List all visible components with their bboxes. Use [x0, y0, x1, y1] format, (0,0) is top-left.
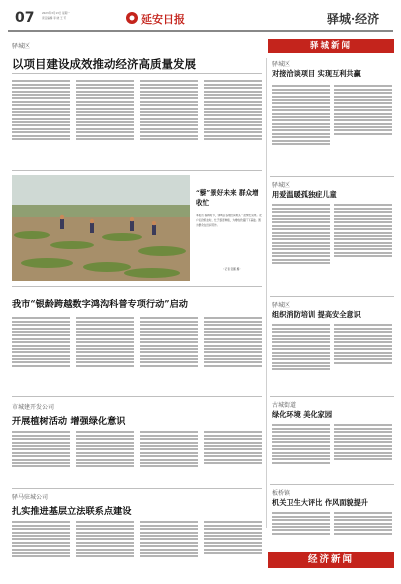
banner-bottom-right — [268, 552, 394, 568]
date-line: 2023年3月13日 星期一 — [42, 12, 70, 15]
article-8-body-col-4 — [204, 430, 262, 484]
photo-story-top-rule — [12, 170, 262, 171]
article-7-body-col-1 — [272, 423, 330, 481]
article-9-body-col-2 — [76, 520, 134, 574]
article-7-bottom-rule — [270, 484, 394, 485]
banner-top-right — [268, 39, 394, 53]
article-2-body-col-2 — [334, 84, 392, 172]
editor-line: 责任编辑 李 晓 王 芳 — [42, 17, 67, 20]
article-1-tag: 驿城区 — [12, 43, 31, 50]
article-5-body-col-1 — [12, 316, 70, 390]
photo-story-bottom-rule — [12, 286, 262, 287]
section-title: 驿城·经济 — [327, 12, 380, 26]
field-photo — [12, 175, 190, 281]
article-8-body-col-3 — [140, 430, 198, 484]
article-10-body-col-2 — [334, 511, 392, 545]
article-2-bottom-rule — [270, 176, 394, 177]
article-10-body-col-1 — [272, 511, 330, 545]
article-1-headline: 以项目建设成效推动经济高质量发展 — [12, 57, 196, 71]
photo-credit: （记者 张鹏 摄） — [222, 268, 242, 271]
article-3-body-col-1 — [272, 203, 330, 293]
article-6-body-col-1 — [272, 323, 330, 393]
article-1-body-col-4 — [204, 79, 262, 165]
article-2-headline: 对接洽谈项目 实现互利共赢 — [272, 69, 361, 78]
article-6-tag: 驿城区 — [272, 302, 291, 309]
article-1-body-col-1 — [12, 79, 70, 165]
article-9-body-col-3 — [140, 520, 198, 574]
article-7-headline: 绿化环境 美化家园 — [272, 410, 333, 419]
article-7-tag: 古城街道 — [272, 402, 297, 409]
article-6-bottom-rule — [270, 396, 394, 397]
article-3-body-col-2 — [334, 203, 392, 293]
article-1-body-col-2 — [76, 79, 134, 165]
article-6-headline: 组织消防培训 提高安全意识 — [272, 310, 361, 319]
article-6-body-col-2 — [334, 323, 392, 393]
masthead-rule — [8, 30, 393, 32]
article-8-headline: 开展植树活动 增强绿化意识 — [12, 416, 126, 427]
article-2-body-col-1 — [272, 84, 330, 172]
article-7-body-col-2 — [334, 423, 392, 481]
article-5-body-col-4 — [204, 316, 262, 390]
article-9-headline: 扎实推进基层立法联系点建设 — [12, 506, 132, 517]
article-5-headline: 我市“银龄跨越数字鸿沟科普专项行动”启动 — [12, 299, 188, 310]
article-2-tag: 驿城区 — [272, 61, 291, 68]
article-9-body-col-4 — [204, 520, 262, 574]
photo-caption: 本报讯 春耕时节，驿城区各地田间地头一派繁忙景象。农户们抢抓农时，忙于藜麦种植，为增收致富打下基础。图为群众在田间劳作。 — [196, 214, 262, 227]
article-10-headline: 机关卫生大评比 作风面貌提升 — [272, 498, 368, 507]
article-10-tag: 板桥镇 — [272, 490, 291, 497]
article-1-body-col-3 — [140, 79, 198, 165]
article-9-tag: 驿马驻城公司 — [12, 494, 49, 501]
field-photo-image — [12, 175, 190, 281]
article-9-body-col-1 — [12, 520, 70, 574]
photo-story-headline: “藜”景好未来 群众增收忙 — [196, 189, 259, 207]
article-3-bottom-rule — [270, 296, 394, 297]
article-8-tag: 市城建开发公司 — [12, 404, 55, 411]
article-8-body-col-1 — [12, 430, 70, 484]
paper-name: 延安日报 — [141, 13, 185, 26]
banner-bottom-right-label: 经济新闻 — [307, 554, 354, 565]
article-8-body-col-2 — [76, 430, 134, 484]
masthead — [0, 0, 401, 34]
paper-logo — [124, 8, 188, 28]
article-3-tag: 驿城区 — [272, 182, 291, 189]
article-5-body-col-3 — [140, 316, 198, 390]
page-number: 07 — [15, 10, 35, 26]
banner-top-right-label: 驿城新闻 — [309, 41, 352, 51]
article-8-bottom-rule — [12, 488, 262, 489]
article-5-body-col-2 — [76, 316, 134, 390]
article-3-headline: 用爱温暖孤独症儿童 — [272, 190, 337, 199]
column-divider-main — [266, 58, 267, 528]
article-5-bottom-rule — [12, 396, 262, 397]
article-1-divider — [12, 73, 262, 74]
